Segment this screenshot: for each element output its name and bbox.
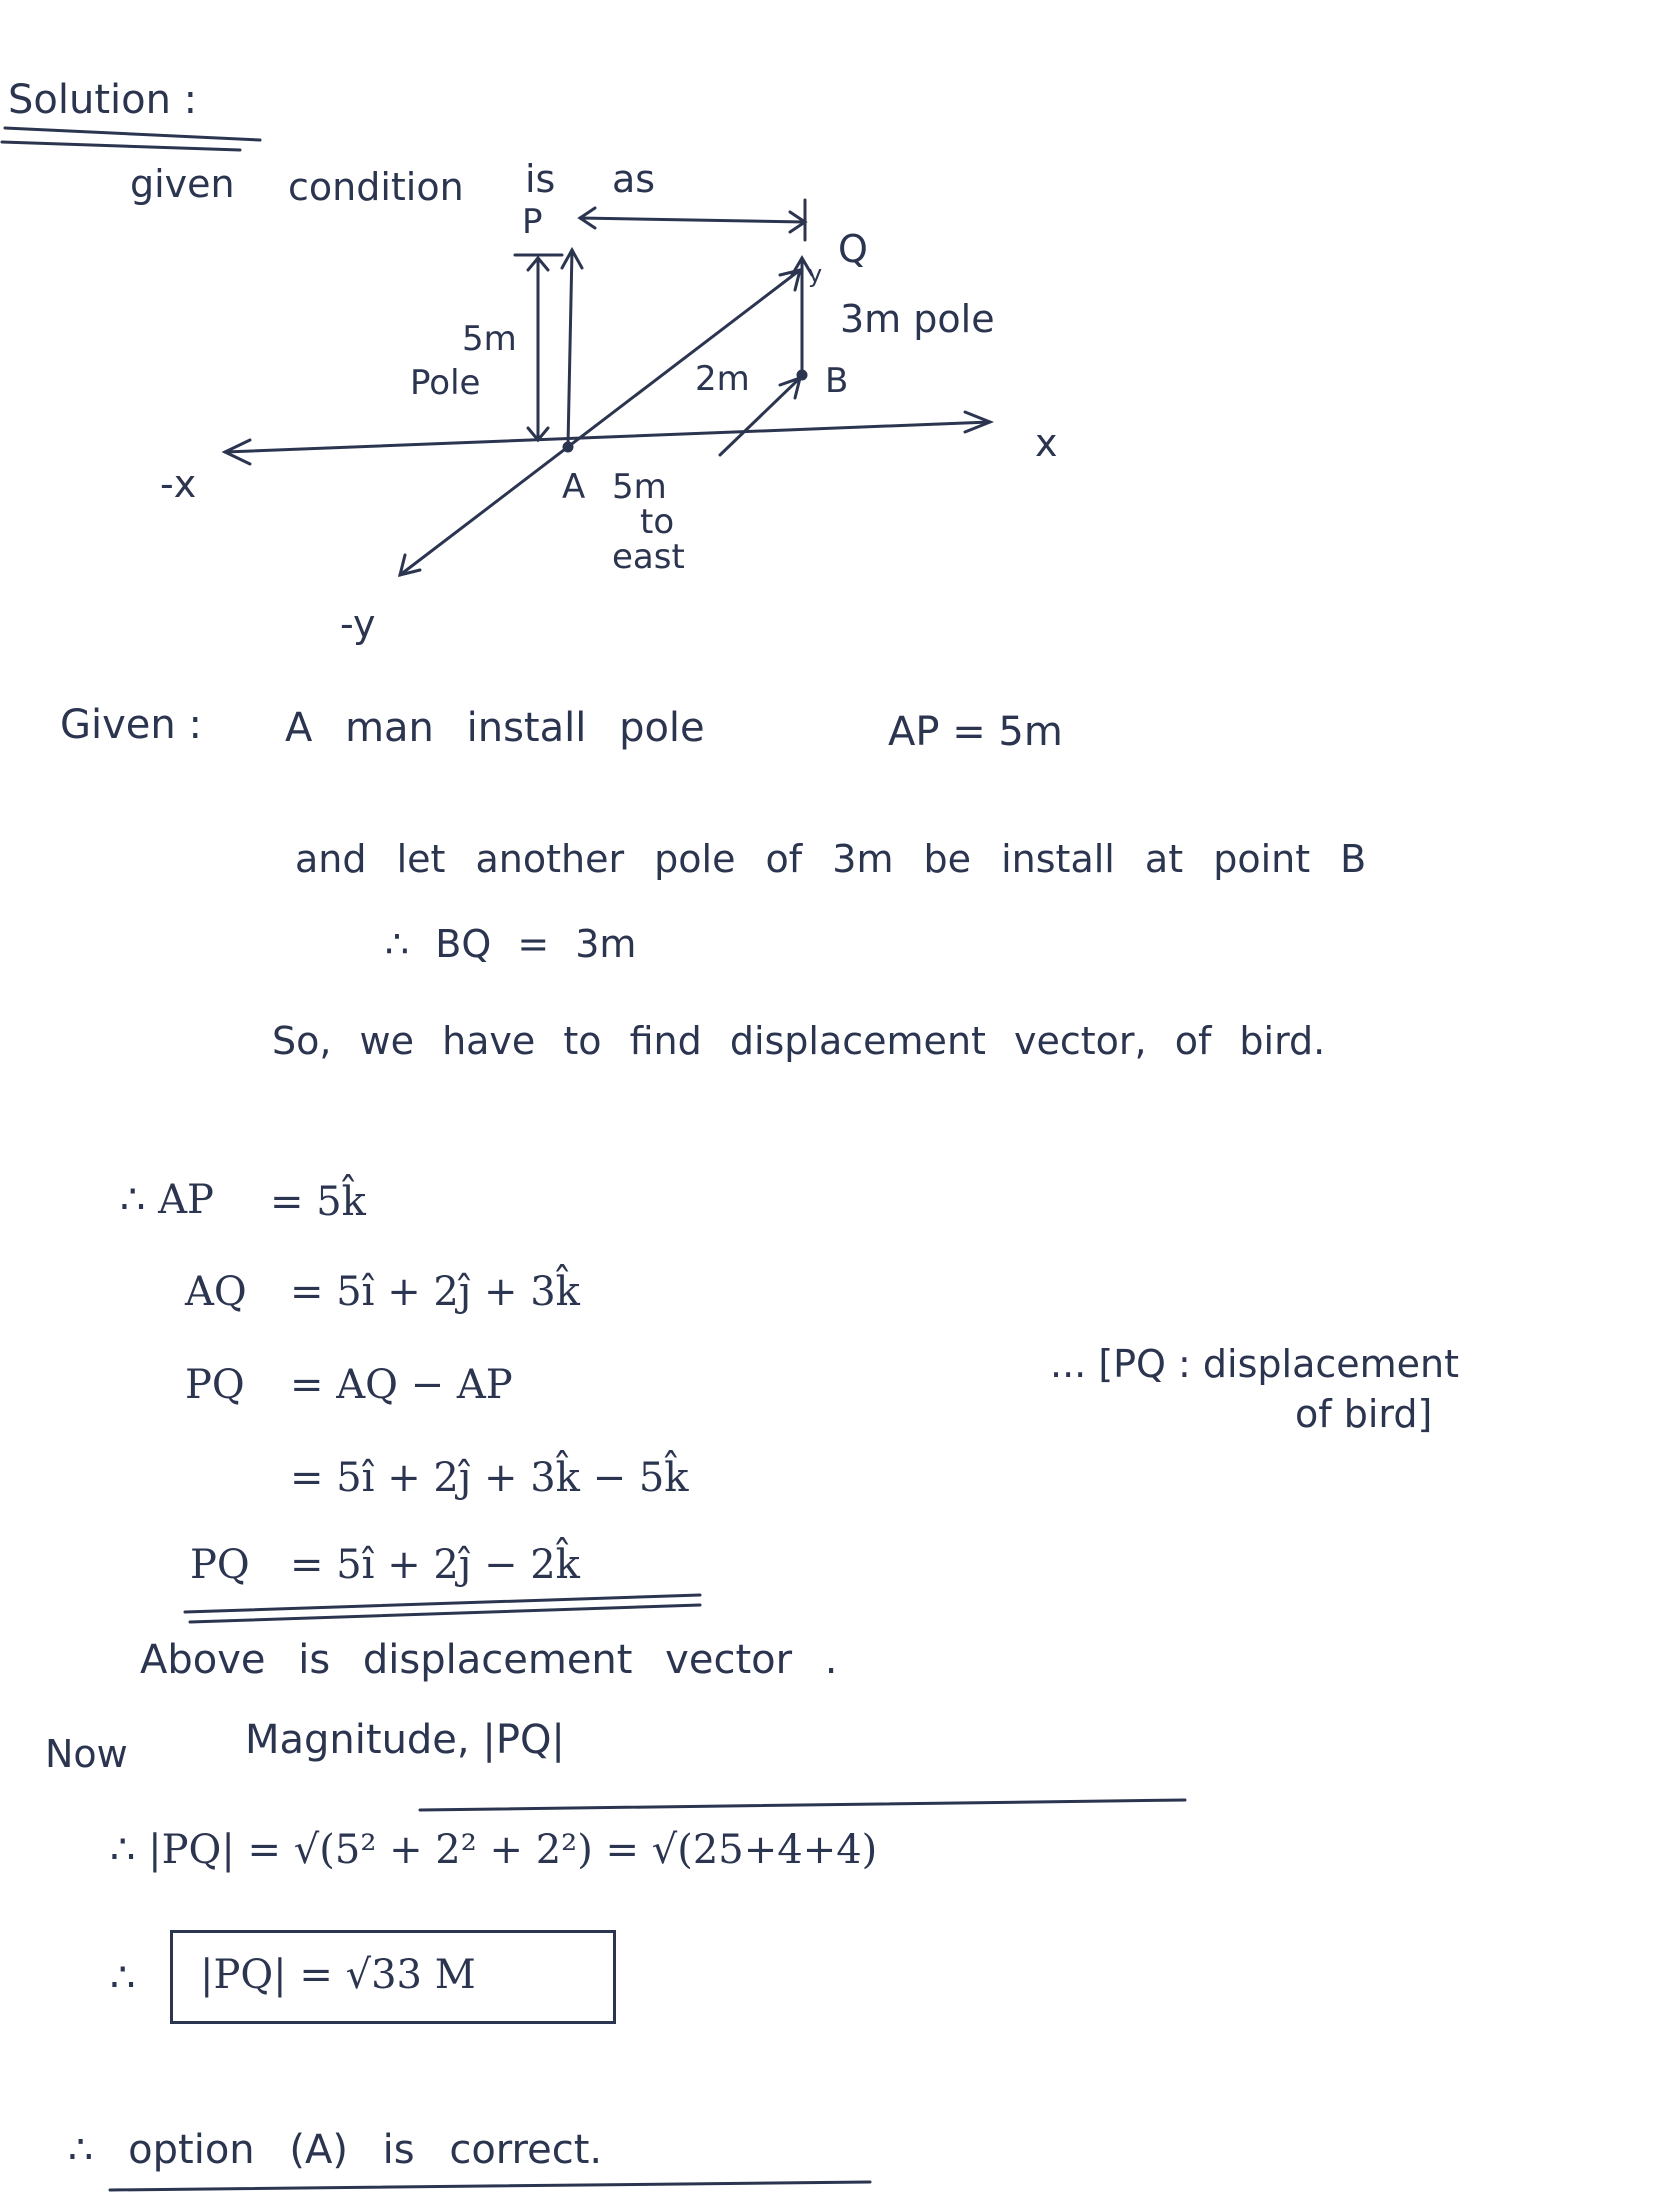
conclusion-underline	[110, 2182, 870, 2190]
calc-row5-rhs: = 5î + 2ĵ − 2k̂	[290, 1542, 580, 1588]
point-a	[564, 443, 572, 451]
given-label: Given :	[60, 702, 202, 748]
line-find-displacement: So, we have to find displacement vector, of bird.	[272, 1019, 1326, 1063]
label-east-3: east	[612, 537, 685, 577]
label-3m-pole: 3m pole	[840, 297, 995, 341]
magnitude-equation: ∴ |PQ| = √(5² + 2² + 2²) = √(25+4+4)	[110, 1827, 878, 1873]
dim-top	[580, 218, 805, 222]
boxed-answer: |PQ| = √33 M	[200, 1952, 476, 1998]
label-2m: 2m	[695, 359, 750, 399]
calc-row1-lhs: ∴ AP	[120, 1177, 214, 1223]
intro-given: given	[130, 162, 235, 206]
intro-as: as	[612, 157, 656, 201]
boxed-prefix: ∴	[110, 1955, 136, 2001]
calc-row3-rhs: = AQ − AP	[290, 1362, 513, 1408]
given-eq: AP = 5m	[888, 709, 1063, 755]
calc-row5-lhs: PQ	[190, 1542, 250, 1588]
above-text: Above is displacement vector .	[140, 1637, 838, 1683]
now-label: Now	[45, 1732, 128, 1776]
note-line2: of bird]	[1295, 1392, 1433, 1436]
label-pole: Pole	[410, 363, 481, 403]
given-text: A man install pole	[285, 705, 705, 751]
label-5m: 5m	[462, 319, 517, 359]
label-y-small: y	[808, 260, 823, 288]
label-p: P	[522, 202, 543, 242]
pole-ap	[568, 250, 572, 445]
calc-row4-rhs: = 5î + 2ĵ + 3k̂ − 5k̂	[290, 1455, 689, 1501]
label-y-neg: -y	[340, 602, 376, 646]
solution-heading: Solution :	[8, 77, 198, 123]
result-underline	[185, 1595, 700, 1612]
calc-row2-rhs: = 5î + 2ĵ + 3k̂	[290, 1269, 580, 1315]
line-bq: ∴ BQ = 3m	[385, 922, 637, 966]
heading-underline	[5, 128, 260, 140]
magnitude-label: Magnitude, |PQ|	[245, 1717, 565, 1763]
label-east-1: 5m	[612, 467, 667, 507]
y-axis	[400, 270, 800, 575]
intro-is: is	[525, 157, 556, 201]
line-another-pole: and let another pole of 3m be install at point B	[295, 837, 1367, 881]
conclusion: ∴ option (A) is correct.	[68, 2127, 603, 2173]
label-x-neg: -x	[160, 462, 197, 506]
note-line1: ... [PQ : displacement	[1050, 1342, 1460, 1386]
intro-condition: condition	[288, 165, 464, 209]
label-east-2: to	[640, 502, 675, 542]
label-a: A	[562, 467, 586, 507]
calc-row1-rhs: = 5k̂	[270, 1179, 366, 1225]
calc-row2-lhs: AQ	[185, 1269, 247, 1315]
x-axis	[225, 422, 990, 452]
label-b: B	[825, 361, 849, 401]
label-q: Q	[838, 227, 868, 271]
label-x-pos: x	[1035, 421, 1058, 465]
calc-row3-lhs: PQ	[185, 1362, 245, 1408]
